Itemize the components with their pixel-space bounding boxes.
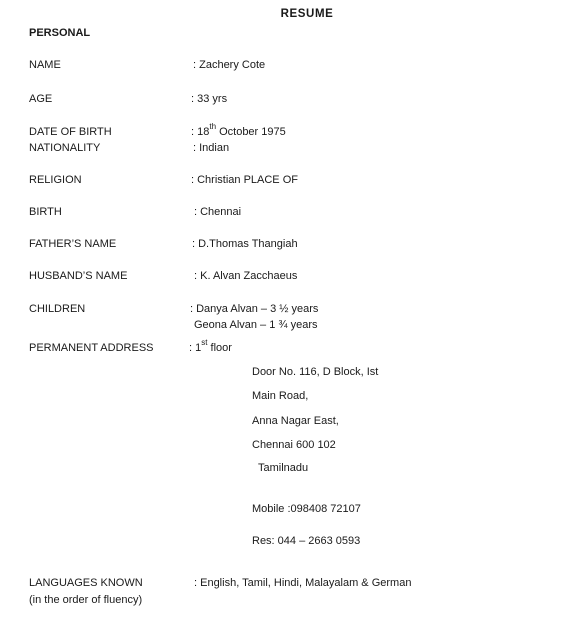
address-line-5: Tamilnadu	[258, 462, 309, 474]
value-religion: : Christian PLACE OF	[191, 174, 298, 186]
section-heading-personal: PERSONAL	[29, 27, 91, 39]
value-name: : Zachery Cote	[193, 59, 266, 71]
address-line-4: Chennai 600 102	[252, 439, 336, 451]
label-name: NAME	[29, 59, 61, 71]
value-address-floor	[189, 338, 232, 355]
value-husbands-name: : K. Alvan Zacchaeus	[194, 270, 298, 282]
label-husbands-name: HUSBAND’S NAME	[29, 270, 128, 282]
address-floor-word: floor	[207, 342, 232, 354]
value-children-2: Geona Alvan – 1 ¾ years	[194, 319, 318, 331]
contact-mobile: Mobile :098408 72107	[252, 503, 361, 515]
address-line-1: Door No. 116, D Block, Ist	[252, 366, 379, 378]
label-children: CHILDREN	[29, 303, 86, 315]
label-birth: BIRTH	[29, 206, 62, 218]
address-line-3: Anna Nagar East,	[252, 415, 339, 427]
value-languages: : English, Tamil, Hindi, Malayalam & German	[194, 577, 412, 589]
label-religion: RELIGION	[29, 174, 82, 186]
label-languages-note: (in the order of fluency)	[29, 594, 143, 606]
value-nationality: : Indian	[193, 142, 230, 154]
address-floor-number: : 1	[189, 342, 202, 354]
value-children-1: : Danya Alvan – 3 ½ years	[190, 303, 319, 315]
label-languages-known: LANGUAGES KNOWN	[29, 577, 143, 589]
dob-day: : 18	[191, 126, 210, 138]
value-date-of-birth	[191, 122, 286, 139]
address-floor-suffix: st	[201, 338, 208, 348]
label-age: AGE	[29, 93, 53, 105]
value-fathers-name: : D.Thomas Thangiah	[192, 238, 298, 250]
dob-day-suffix: th	[209, 122, 217, 132]
dob-month-year: October 1975	[216, 126, 286, 138]
label-fathers-name: FATHER’S NAME	[29, 238, 117, 250]
label-date-of-birth: DATE OF BIRTH	[29, 126, 112, 138]
resume-title: RESUME	[280, 8, 334, 20]
value-birth: : Chennai	[194, 206, 242, 218]
label-nationality: NATIONALITY	[29, 142, 101, 154]
value-age: : 33 yrs	[191, 93, 228, 105]
address-line-2: Main Road,	[252, 390, 309, 402]
contact-residence: Res: 044 – 2663 0593	[252, 535, 361, 547]
label-permanent-address: PERMANENT ADDRESS	[29, 342, 154, 354]
